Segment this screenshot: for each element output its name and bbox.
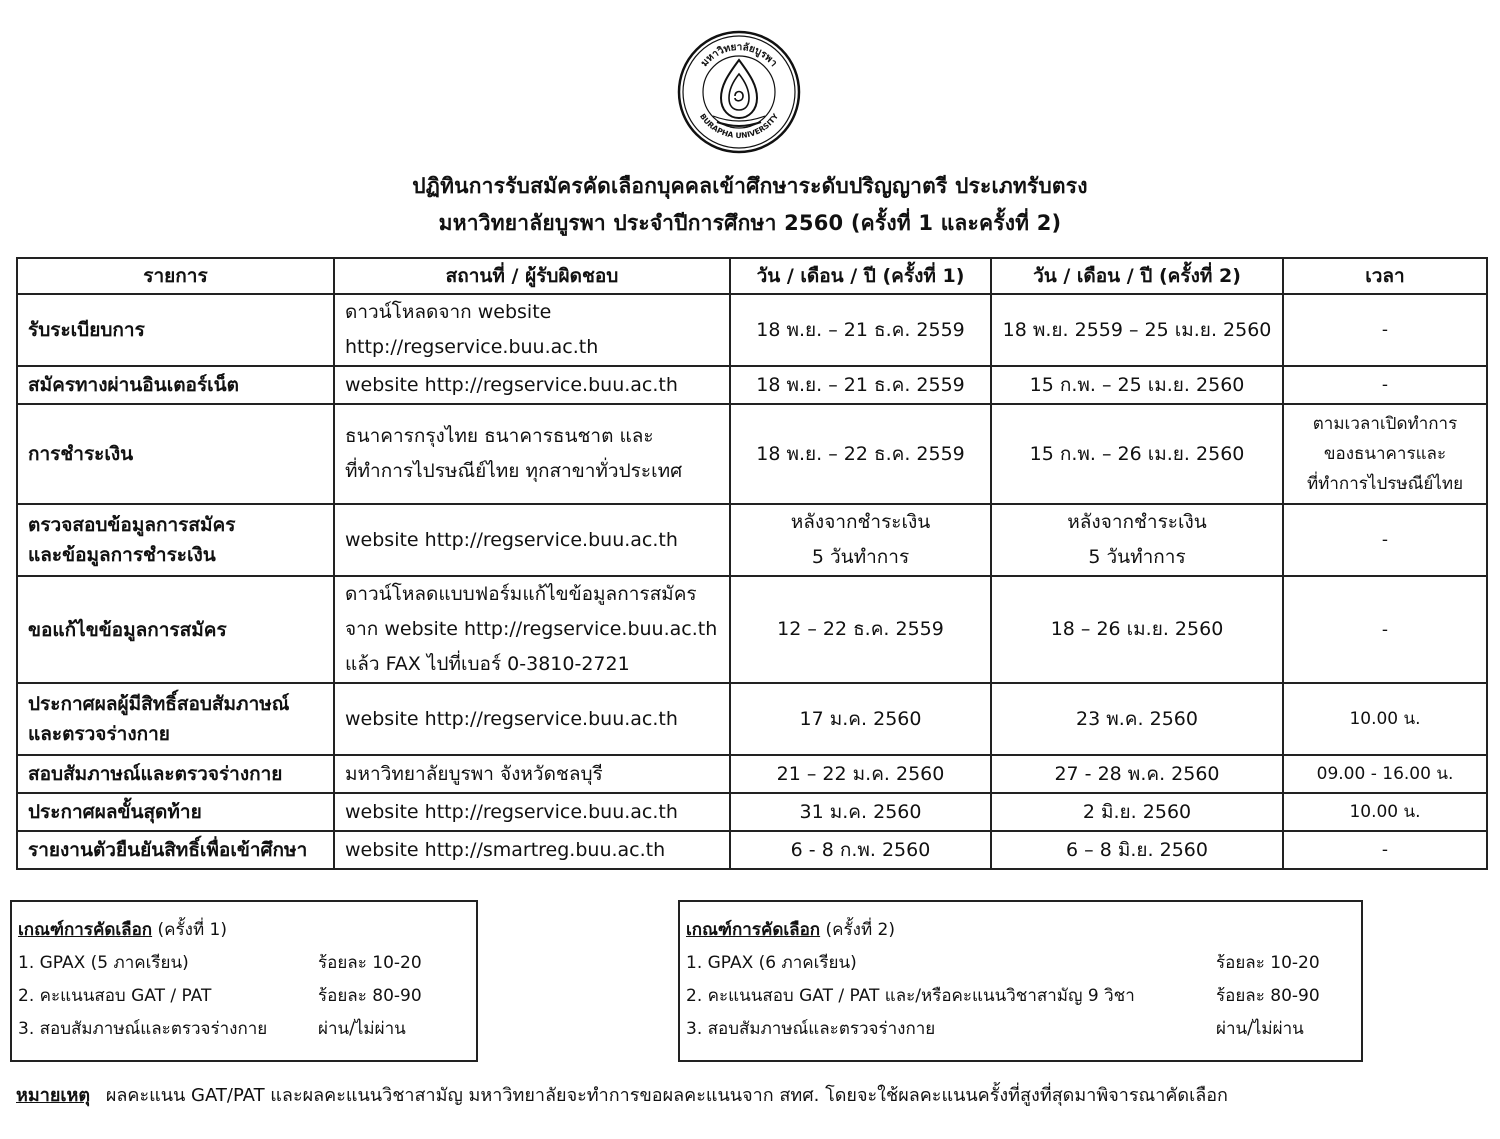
row-time-line: ของธนาคารและ	[1323, 444, 1447, 464]
row-item-name-line: และข้อมูลการชำระเงิน	[28, 544, 216, 566]
row-place	[334, 576, 730, 683]
row-round1-date-line: 31 ม.ค. 2560	[799, 800, 922, 823]
row-time	[1283, 504, 1487, 576]
row-place-line: แล้ว FAX ไปที่เบอร์ 0-3810-2721	[345, 653, 630, 675]
row-place-line: มหาวิทยาลัยบูรพา จังหวัดชลบุรี	[345, 762, 603, 785]
seal-thai-text: มหาวิทยาลัยบูรพา	[699, 41, 779, 69]
row-round1-date	[730, 294, 991, 366]
row-round2-date	[991, 366, 1283, 404]
row-item-name-line: รายงานตัวยืนยันสิทธิ์เพื่อเข้าศึกษา	[28, 839, 308, 861]
row-round1-date	[730, 831, 991, 869]
row-item-name-line: ประกาศผลขั้นสุดท้าย	[28, 801, 202, 823]
criteria-title	[686, 916, 895, 943]
criteria-item-value: ผ่าน/ไม่ผ่าน	[1216, 1019, 1304, 1039]
criteria-item-label: 3. สอบสัมภาษณ์และตรวจร่างกาย	[18, 1019, 268, 1039]
row-item-name	[17, 504, 334, 576]
document-title-line-1: ปฏิทินการรับสมัครคัดเลือกบุคคลเข้าศึกษาระดับปริญญาตรี ประเภทรับตรง	[412, 174, 1088, 198]
row-item-name-line: สอบสัมภาษณ์และตรวจร่างกาย	[28, 763, 283, 785]
footnote-heading: หมายเหตุ	[16, 1085, 91, 1106]
row-place-line: จาก website http://regservice.buu.ac.th	[345, 618, 718, 640]
row-time	[1283, 366, 1487, 404]
svg-text:มหาวิทยาลัยบูรพา	[699, 41, 779, 69]
row-round2-date-line: 18 พ.ย. 2559 – 25 เม.ย. 2560	[1002, 318, 1272, 341]
row-round2-date-line: 23 พ.ค. 2560	[1076, 707, 1198, 730]
row-round1-date-line: 21 – 22 ม.ค. 2560	[776, 762, 945, 785]
criteria-item-value: ร้อยละ 10-20	[1216, 953, 1320, 973]
row-round2-date	[991, 831, 1283, 869]
row-time-line: -	[1381, 840, 1389, 860]
row-round2-date-line: 2 มิ.ย. 2560	[1082, 800, 1192, 823]
row-round2-date-line: 15 ก.พ. – 25 เม.ย. 2560	[1029, 373, 1245, 396]
row-item-name	[17, 831, 334, 869]
row-item-name	[17, 683, 334, 755]
row-round1-date-line: 12 – 22 ธ.ค. 2559	[777, 618, 944, 640]
row-time-line: -	[1381, 320, 1389, 340]
row-place-line: ธนาคารกรุงไทย ธนาคารธนชาต และ	[345, 425, 654, 447]
row-time-line: 10.00 น.	[1349, 802, 1421, 822]
row-round2-date-line: 18 – 26 เม.ย. 2560	[1050, 618, 1224, 640]
row-round2-date	[991, 404, 1283, 504]
table-row	[17, 404, 1487, 504]
column-header-time: เวลา	[1283, 258, 1487, 294]
row-item-name-line: การชำระเงิน	[28, 443, 134, 465]
row-place-line: website http://regservice.buu.ac.th	[345, 707, 678, 730]
column-header-item: รายการ	[17, 258, 334, 294]
row-place-line: website http://smartreg.buu.ac.th	[345, 838, 666, 861]
row-time	[1283, 683, 1487, 755]
row-round2-date	[991, 755, 1283, 793]
criteria-item-value: ร้อยละ 80-90	[318, 986, 422, 1006]
row-item-name	[17, 404, 334, 504]
row-round2-date-line: 27 - 28 พ.ค. 2560	[1054, 762, 1220, 785]
row-place-line: website http://regservice.buu.ac.th	[345, 528, 678, 551]
row-round1-date	[730, 755, 991, 793]
row-item-name-line: สมัครทางผ่านอินเตอร์เน็ต	[28, 374, 239, 396]
column-header-round2-date: วัน / เดือน / ปี (ครั้งที่ 2)	[991, 258, 1283, 294]
row-item-name	[17, 366, 334, 404]
row-time-line: 10.00 น.	[1349, 709, 1421, 729]
university-seal-logo	[677, 30, 801, 154]
row-item-name	[17, 576, 334, 683]
row-time	[1283, 404, 1487, 504]
row-place	[334, 404, 730, 504]
row-item-name-line: และตรวจร่างกาย	[28, 723, 170, 745]
row-item-name-line: ประกาศผลผู้มีสิทธิ์สอบสัมภาษณ์	[28, 693, 290, 715]
row-place	[334, 683, 730, 755]
footnote	[16, 1080, 1228, 1109]
row-place	[334, 755, 730, 793]
row-place	[334, 831, 730, 869]
criteria-item-label: 1. GPAX (6 ภาคเรียน)	[686, 953, 857, 973]
row-place-line: http://regservice.buu.ac.th	[345, 336, 599, 358]
row-time	[1283, 576, 1487, 683]
row-round2-date	[991, 683, 1283, 755]
row-round1-date	[730, 576, 991, 683]
row-place	[334, 294, 730, 366]
selection-criteria-round-2	[678, 900, 1363, 1062]
row-place	[334, 366, 730, 404]
row-round1-date-line: 18 พ.ย. – 21 ธ.ค. 2559	[756, 373, 965, 396]
row-round2-date	[991, 504, 1283, 576]
criteria-item-label: 2. คะแนนสอบ GAT / PAT และ/หรือคะแนนวิชาสามัญ 9 วิชา	[686, 986, 1135, 1006]
row-round1-date-line: หลังจากชำระเงิน	[790, 511, 931, 533]
row-time-line: ตามเวลาเปิดทำการ	[1312, 414, 1458, 434]
table-header-row	[17, 258, 1487, 294]
row-round2-date	[991, 793, 1283, 831]
row-place-line: ดาวน์โหลดแบบฟอร์มแก้ไขข้อมูลการสมัคร	[345, 583, 697, 605]
row-item-name-line: ตรวจสอบข้อมูลการสมัคร	[28, 514, 236, 536]
column-header-place: สถานที่ / ผู้รับผิดชอบ	[334, 258, 730, 294]
criteria-item-label: 2. คะแนนสอบ GAT / PAT	[18, 986, 212, 1006]
row-round1-date	[730, 683, 991, 755]
row-round1-date-line: 5 วันทำการ	[811, 546, 910, 568]
criteria-item-label: 1. GPAX (5 ภาคเรียน)	[18, 953, 189, 973]
row-time-line: ที่ทำการไปรษณีย์ไทย	[1306, 474, 1464, 494]
row-time-line: -	[1381, 530, 1389, 550]
selection-criteria-round-1	[10, 900, 478, 1062]
row-round1-date-line: 18 พ.ย. – 22 ธ.ค. 2559	[756, 442, 965, 465]
row-round2-date-line: 6 – 8 มิ.ย. 2560	[1066, 838, 1208, 861]
row-round1-date	[730, 793, 991, 831]
table-row	[17, 683, 1487, 755]
table-row	[17, 793, 1487, 831]
criteria-title	[18, 916, 227, 943]
table-row	[17, 504, 1487, 576]
criteria-item-value: ผ่าน/ไม่ผ่าน	[318, 1019, 406, 1039]
document-title-line-2: มหาวิทยาลัยบูรพา ประจำปีการศึกษา 2560 (ครั้งที่ 1 และครั้งที่ 2)	[438, 211, 1062, 235]
row-round2-date-line: หลังจากชำระเงิน	[1067, 511, 1207, 533]
row-time	[1283, 294, 1487, 366]
criteria-round: (ครั้งที่ 1)	[157, 920, 228, 940]
row-time	[1283, 755, 1487, 793]
row-time	[1283, 793, 1487, 831]
row-round2-date	[991, 576, 1283, 683]
row-item-name	[17, 793, 334, 831]
row-place-line: ที่ทำการไปรษณีย์ไทย ทุกสาขาทั่วประเทศ	[345, 460, 683, 482]
table-row	[17, 576, 1487, 683]
table-row	[17, 755, 1487, 793]
row-place	[334, 793, 730, 831]
row-round1-date	[730, 404, 991, 504]
table-row	[17, 831, 1487, 869]
criteria-heading: เกณฑ์การคัดเลือก	[686, 920, 821, 940]
row-round1-date-line: 18 พ.ย. – 21 ธ.ค. 2559	[756, 318, 965, 341]
row-round2-date-line: 5 วันทำการ	[1088, 546, 1186, 568]
row-place	[334, 504, 730, 576]
criteria-item-value: ร้อยละ 10-20	[318, 953, 422, 973]
footnote-text: ผลคะแนน GAT/PAT และผลคะแนนวิชาสามัญ มหาวิทยาลัยจะทำการขอผลคะแนนจาก สทศ. โดยจะใช้ผลคะแนนครั้งที่สูงที่สุดมาพิจารณาคัดเลือก	[105, 1085, 1228, 1106]
row-round2-date-line: 15 ก.พ. – 26 เม.ย. 2560	[1029, 442, 1245, 465]
row-item-name-line: รับระเบียบการ	[28, 319, 145, 341]
row-time-line: -	[1381, 375, 1389, 395]
row-round2-date	[991, 294, 1283, 366]
criteria-round: (ครั้งที่ 2)	[825, 920, 896, 940]
row-round1-date-line: 6 - 8 ก.พ. 2560	[790, 838, 931, 861]
row-time-line: 09.00 - 16.00 น.	[1316, 764, 1454, 784]
row-place-line: ดาวน์โหลดจาก website	[345, 301, 552, 323]
row-round1-date	[730, 366, 991, 404]
row-item-name-line: ขอแก้ไขข้อมูลการสมัคร	[28, 618, 227, 641]
admission-schedule-table	[16, 257, 1488, 870]
seal-english-text: BURAPHA UNIVERSITY	[697, 111, 781, 141]
table-row	[17, 294, 1487, 366]
row-time-line: -	[1381, 619, 1389, 640]
row-round1-date-line: 17 ม.ค. 2560	[799, 707, 922, 730]
row-item-name	[17, 755, 334, 793]
row-item-name	[17, 294, 334, 366]
column-header-round1-date: วัน / เดือน / ปี (ครั้งที่ 1)	[730, 258, 991, 294]
criteria-item-value: ร้อยละ 80-90	[1216, 986, 1320, 1006]
row-place-line: website http://regservice.buu.ac.th	[345, 800, 678, 823]
criteria-item-label: 3. สอบสัมภาษณ์และตรวจร่างกาย	[686, 1019, 936, 1039]
table-row	[17, 366, 1487, 404]
row-round1-date	[730, 504, 991, 576]
criteria-heading: เกณฑ์การคัดเลือก	[18, 920, 153, 940]
row-time	[1283, 831, 1487, 869]
row-place-line: website http://regservice.buu.ac.th	[345, 373, 678, 396]
